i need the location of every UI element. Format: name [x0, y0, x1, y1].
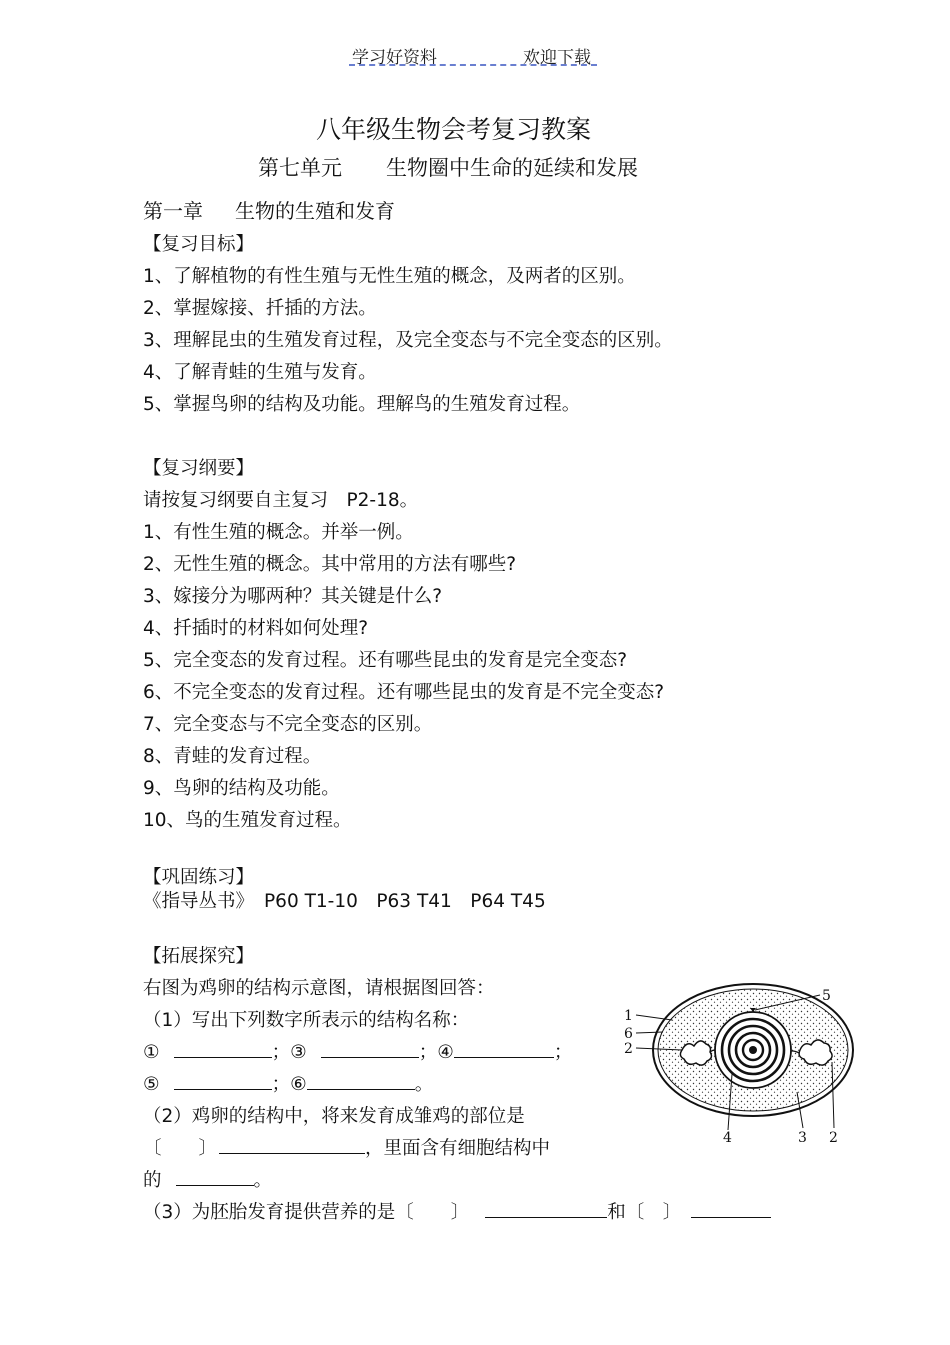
question-1: （1）写出下列数字所表示的结构名称：	[143, 1010, 470, 1031]
goal-item: 3、理解昆虫的生殖发育过程，及完全变态与不完全变态的区别。	[143, 330, 673, 351]
mark-6: ⑥	[290, 1074, 307, 1095]
mark-3: ③	[290, 1042, 307, 1063]
blank-q2[interactable]	[219, 1135, 365, 1154]
goals-heading: 【复习目标】	[143, 234, 255, 255]
question-3-and: 和〔 〕	[607, 1202, 682, 1223]
separator: ；	[271, 1074, 291, 1095]
question-2-end: 。	[253, 1170, 273, 1191]
bracket: 〔 〕	[143, 1138, 218, 1159]
mark-4: ④	[437, 1042, 454, 1063]
outline-heading: 【复习纲要】	[143, 458, 255, 479]
blank-4[interactable]	[454, 1039, 554, 1058]
practice-pages: P60 T1-10 P63 T41 P64 T45	[264, 891, 546, 912]
explore-heading: 【拓展探究】	[143, 946, 255, 967]
blank-1[interactable]	[174, 1039, 272, 1058]
goal-item: 1、了解植物的有性生殖与无性生殖的概念，及两者的区别。	[143, 266, 636, 287]
question-2-line-2	[143, 1134, 550, 1160]
answer-row-1	[143, 1038, 572, 1064]
question-2-tail: ，里面含有细胞结构中	[365, 1138, 551, 1159]
outline-item: 5、完全变态的发育过程。还有哪些昆虫的发育是完全变态?	[143, 650, 628, 671]
chapter-name: 生物的生殖和发育	[235, 199, 395, 223]
diagram-label-2: 2	[624, 1041, 633, 1057]
header-left: 学习好资料	[352, 48, 437, 68]
egg-structure-diagram	[620, 980, 855, 1145]
blank-3[interactable]	[321, 1039, 419, 1058]
diagram-label-4: 4	[723, 1130, 732, 1145]
practice-heading: 【巩固练习】	[143, 867, 255, 888]
chapter-title	[143, 195, 395, 224]
question-3-start: （3）为胚胎发育提供营养的是〔 〕	[143, 1202, 470, 1223]
separator: ；	[418, 1042, 438, 1063]
unit-title	[258, 152, 638, 182]
separator: ；	[553, 1042, 573, 1063]
outline-item: 7、完全变态与不完全变态的区别。	[143, 714, 433, 735]
practice-refs	[143, 887, 546, 913]
outline-intro: 请按复习纲要自主复习 P2-18。	[143, 490, 419, 511]
blank-q3b[interactable]	[691, 1199, 771, 1218]
diagram-label-1: 1	[624, 1008, 633, 1024]
separator: ；	[271, 1042, 291, 1063]
page-title: 八年级生物会考复习教案	[316, 115, 592, 144]
blank-6[interactable]	[307, 1071, 415, 1090]
unit-number: 第七单元	[258, 156, 342, 180]
answer-row-2	[143, 1070, 433, 1096]
diagram-label-3: 3	[798, 1130, 807, 1145]
outline-item: 4、扦插时的材料如何处理?	[143, 618, 369, 639]
header-right: 欢迎下载	[523, 48, 591, 68]
mark-1: ①	[143, 1042, 160, 1063]
question-2-line-3	[143, 1166, 272, 1192]
outline-item: 3、嫁接分为哪两种？其关键是什么?	[143, 586, 443, 607]
outline-item: 10、鸟的生殖发育过程。	[143, 810, 352, 831]
outline-item: 2、无性生殖的概念。其中常用的方法有哪些?	[143, 554, 517, 575]
diagram-label-5: 5	[822, 988, 831, 1004]
goal-item: 4、了解青蛙的生殖与发育。	[143, 362, 377, 383]
blank-q2b[interactable]	[176, 1167, 254, 1186]
outline-item: 9、鸟卵的结构及功能。	[143, 778, 340, 799]
question-3	[143, 1198, 771, 1224]
outline-item: 8、青蛙的发育过程。	[143, 746, 322, 767]
goal-item: 2、掌握嫁接、扦插的方法。	[143, 298, 377, 319]
diagram-label-6: 6	[624, 1026, 633, 1042]
header-divider	[349, 64, 597, 66]
question-2-start: 的	[143, 1170, 162, 1191]
blank-q3a[interactable]	[485, 1199, 607, 1218]
mark-5: ⑤	[143, 1074, 160, 1095]
outline-item: 1、有性生殖的概念。并举一例。	[143, 522, 414, 543]
practice-book: 《指导丛书》	[143, 891, 255, 912]
question-2: （2）鸡卵的结构中，将来发育成雏鸡的部位是	[143, 1106, 525, 1127]
explore-intro: 右图为鸡卵的结构示意图，请根据图回答：	[143, 978, 495, 999]
unit-topic: 生物圈中生命的延续和发展	[386, 156, 638, 180]
outline-item: 6、不完全变态的发育过程。还有哪些昆虫的发育是不完全变态?	[143, 682, 665, 703]
chapter-number: 第一章	[143, 199, 203, 223]
blank-5[interactable]	[174, 1071, 272, 1090]
goal-item: 5、掌握鸟卵的结构及功能。理解鸟的生殖发育过程。	[143, 394, 581, 415]
end-mark: 。	[414, 1074, 434, 1095]
diagram-label-2b: 2	[829, 1130, 838, 1145]
